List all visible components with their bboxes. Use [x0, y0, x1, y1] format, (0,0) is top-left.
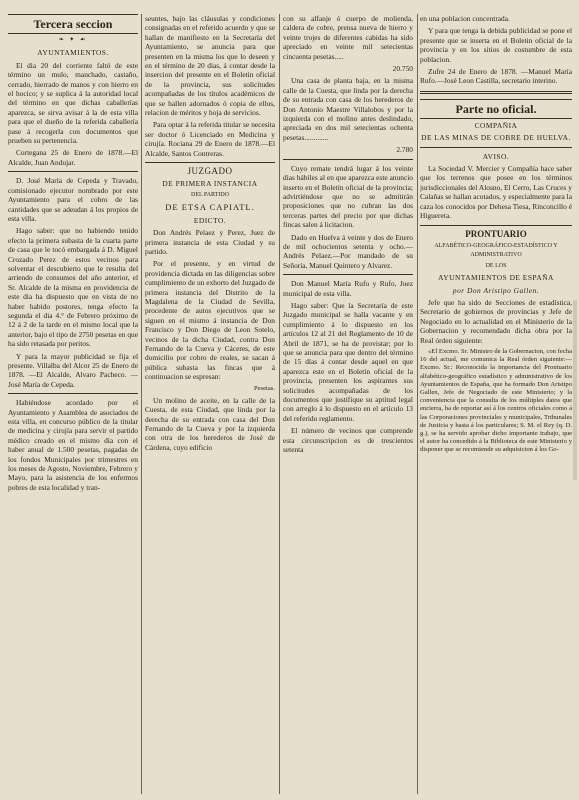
paragraph: El número de vecinos que comprende esta circunscripcion es de trescientos setenta: [283, 426, 413, 455]
ornament: ❧ ✦ ☙: [58, 37, 88, 43]
paragraph: Por el presente, y en virtud de providencia dictada en las diligencias sobre cumplimiento de un exhorto del Juzgado de primera instancia del Distrito de la Magdalena de la Ciudad de Sevilla, procedente de autos ejecutivos que se siguen en el mismo á instancia de Don Francisco y Don Diego de Leon Sotelo, vecinos de la dicha Ciudad, contra Don Fernando de la Cueva y Cáceres, de este domicilio por cobro de reales, se sacan á pública subasta las fincas que á continuacion se espresan:: [145, 259, 275, 382]
paragraph-signature: Dado en Huelva á veinte y dos de Enero de mil ochocientos setenta y ocho.—Andrés Pelaez.—Por mandado de su Señoría, Manuel Quintero y Alvarez.: [283, 232, 413, 270]
edicto-heading: EDICTO.: [193, 215, 227, 225]
paragraph: en una poblacion concentrada.: [420, 14, 510, 23]
pesetas-label: Pesetas.: [253, 384, 275, 392]
separator: [8, 171, 138, 172]
prontuario-heading: PRONTUARIO: [465, 228, 527, 239]
prontuario-subtitle: ALFABÉTICO-GEOGRÁFICO-ESTADÍSTICO Y ADMINISTRATIVO: [434, 242, 558, 259]
paragraph: con su alfanje ó cuerpo de molienda, caldera de cobre, prensa nueva de hierro y veinte trojes de diferentes cabidas ha sido apreciado en veinte mil setecientas cincuenta pesetas.....: [283, 14, 413, 61]
aviso-heading: AVISO.: [482, 151, 510, 161]
separator: [283, 159, 413, 160]
paragraph-signature: Y para la mayor publicidad se fija el presente. Villalba del Alcor 25 de Enero de 1878. —El Alcalde, Alvaro Pacheco. —José María de Cepeda.: [8, 351, 138, 389]
capital-heading: DE ETSA CAPIATL.: [165, 202, 255, 213]
paragraph: Cuyo remate tendrá lugar á los veinte dias hábiles al en que aparezca este anuncio inserto en el Boletín oficial de la provincia; advirtiéndose que no se admitirán proposiciones que no cubran las dos terceras partes del precio por que dichas fincas salen á licitacion.: [283, 163, 413, 230]
amount: 2.780: [396, 145, 413, 155]
paragraph: La Sociedad V. Mercier y Compañía hace saber que los terrenos que posee en los términos jurisdiccionales del Alosno, El Cerro, Las Cruces y Calañas se hallan acotados, y especialmente para la caza los conocidos por Dehesa Tiesa, Rinconcillo é Higuereta.: [420, 164, 572, 221]
paragraph-signature: Zufre 24 de Enero de 1878. —Manuel María Rufo.—José Leon Castilla, secretario interino.: [420, 67, 572, 86]
double-separator: [420, 91, 572, 94]
paragraph: Jefe que ha sido de Secciones de estadística, Secretario de gobiernos de provincias y Jefe de Negociado en lo actualidad en el Ministerio de la Gobernacion y recomendado dicha obra por la Real órden siguiente:: [420, 297, 572, 345]
column-rule: [279, 14, 280, 794]
paragraph: D. José María de Cepeda y Travado, comisionado ejecutor nombrado por este Ayuntamiento para el cobro de las cantidades que se adeudan á los propios de esta villa.: [8, 176, 138, 223]
paragraph: Y para que tenga la debida publicidad se pone el presente que se inserta en el Boletin oficial de la provincia y en los sitios de costumbre de esta poblacion.: [420, 26, 572, 64]
paragraph: seuntes, bajo las cláusulas y condiciones consignadas en el referido acuerdo y que se hallan de manifiesto en la Secretaría del Ayuntamiento, se anuncia para que presenten en la misma los que lo deseen y en el término de 20 dias, á contar desde la insercion del presente en el Boletin oficial de la provincia, sus solicitudes acompañadas de los títulos académicos de que se hallen adornados ó copia de ellos, relacion de méritos y hoja de servicios.: [145, 14, 275, 118]
column-3: [283, 14, 413, 794]
paragraph: Don Andrés Pelaez y Perez, Juez de primera instancia de esta Ciudad y su partido.: [145, 228, 275, 256]
amount: 20.750: [392, 64, 413, 74]
column-2: [145, 14, 275, 794]
section-title: Tercera seccion: [8, 14, 138, 34]
prontuario-subtitle-2: AYUNTAMIENTOS DE ESPAÑA: [438, 273, 554, 283]
column-4: [420, 14, 572, 794]
paragraph: Habiéndose acordado por el Ayuntamiento y Asamblea de asociados de esta villa, en concurso público de la titular de medicina y cirujía para servir el partido médico creado en el mismo dia con el haber anual de 1.500 pesetas, pagadas de los fondos Municipales por trimestres en los meses de Agosto, Noviembre, Febrero y Mayo, para la asistencia de los enfermos pobres de esta localidad y tran-: [8, 398, 138, 492]
juzgado-subheading: DE PRIMERA INSTANCIA: [162, 178, 258, 188]
section-heading: AYUNTAMIENTOS.: [37, 48, 109, 58]
paragraph: Hago saber: que no habiendo tenido efecto la primera subasta de la cuarta parte de casa que le tocó embargada á D. Miguel Crozado Perez de estos vecinos para solventar el descubierto que le resulta del arriendo de consumos del año anterior, el Sr. Alcalde de la misma en providencia de este dia ha dispuesto que en vista de no haber habido postores, tenga efecto la segunda el dia 4.° de Febrero próximo de 12 á 2 de la tarde en el mismo local que la anterior, bajo el tipo de 2750 pesetas en que ha sido retasada por peritos.: [8, 226, 138, 349]
column-1: [8, 14, 138, 794]
del-partido: DEL PARTIDO: [190, 191, 230, 198]
column-rule: [141, 14, 142, 794]
juzgado-heading: JUZGADO: [187, 166, 233, 177]
paragraph: Para optar á la referida titular se necesita ser doctor ó Licenciado en Medicina y cirujía. Rociana 29 de Enero de 1878.—El Alcalde, Santos Contreras.: [145, 120, 275, 158]
paragraph-signature: Cortegana 25 de Enero de 1878.—El Alcalde, Juan Andujar.: [8, 148, 138, 167]
compania-heading: COMPAÑIA: [474, 120, 518, 130]
minas-heading: DE LAS MINAS DE COBRE DE HUELVA.: [421, 133, 571, 143]
column-rule: [417, 14, 418, 794]
parte-no-oficial-title: Parte no oficial.: [420, 99, 572, 119]
prontuario-author: por Don Aristipo Gallen.: [452, 285, 540, 295]
separator: [8, 393, 138, 394]
paragraph: El dia 20 del corriente faltó de este término un mulo, manchado, castaño, cerrado, hierrado de manos y con hierro en el hocico; y se suplica á la autoridad local del término en que dichas caballerías aparezca, se sirva avisar á la de esta villa para que el dueño de la referida caballería pase á recogerla con documentos que prueben su pertenencia.: [8, 60, 138, 146]
prontuario-de-los: DE LOS: [485, 262, 507, 269]
separator: [420, 225, 572, 226]
separator: [420, 147, 572, 148]
paragraph: «El Excmo. Sr. Ministro de la Gobernacion, con fecha 16 del actual, me comunica la Real órden siguiente:—Excmo. Sr.: Reconocida la importancia del Prontuario alfabético-geográfico estadístico y administrativo de los Ayuntamientos de España, que ha formado Don Aristipo Gallen, Jefe de Negociado de este Ministerio; y la conveniencia que la consulta de los múltiples datos que encierra, ha de reportar así á los centros oficiales como á las Corporaciones provinciales y municipales, Tribunales de Justicia y hasta á los particulares; S. M. el Rey (q. D. g.), se ha servido aprobar dicho importante trabajo, que el autor ha concedido á la Biblioteca de este Ministerio y disponer que se recomiende su adquisicion á los Go-: [420, 347, 572, 454]
paragraph: Un molino de aceite, en la calle de la Cuesta, de esta Ciudad, que linda por la derecha de su entrada con casa del Don Fernando de la Cueva y por la izquierda con otra de los herederos de José de Cárdena, cuyo edificio: [145, 395, 275, 452]
paragraph: Una casa de planta baja, en la misma calle de la Cuesta, que linda por la derecha de su entrada con casa de los herederos de Don Antonio Maestre Villalobos y por la izquierda con el molino antes deslindado, apreciada en dos mil setecientas ochenta pesetas.............: [283, 76, 413, 142]
paragraph: Don Manuel María Rufo y Rufo, Juez municipal de esta villa.: [283, 279, 413, 298]
paper-edge: [573, 300, 577, 480]
separator: [283, 274, 413, 275]
paragraph: Hago saber: Que la Secretaría de este Juzgado municipal se halla vacante y en cumplimiento á lo dispuesto en los artículos 12 al 21 del Reglamento de 10 de Abril de 1871, se ha de provistar; por lo que se anuncia para que dentro del término de 15 días á contar desde aquel en que aparezca este en el Boletín oficial de la provincia, presenten los aspirantes sus solicitudes acompañadas de los documentos que justifique su aptitud legal con arreglo á lo dispuesto en el artículo 13 del referido reglamento.: [283, 300, 413, 423]
separator: [145, 162, 275, 163]
